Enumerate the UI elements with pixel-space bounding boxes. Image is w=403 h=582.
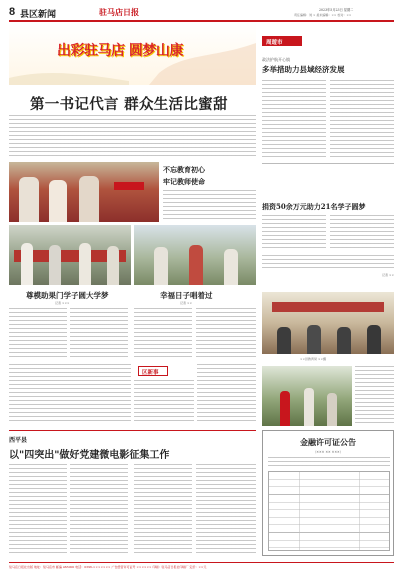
footer-text: 驻马店日报社出版 地址：驻马店市 邮编 463000 电话：0396-××××××× 广告经营许可证号 ×××××× 印刷：驻马店日报社印刷厂 定价：××元 bbox=[9, 565, 207, 569]
notice-title: 金融许可证公告 bbox=[300, 437, 356, 447]
body-col-4 bbox=[196, 308, 256, 360]
side-headline-1: 不忘教育初心 bbox=[163, 165, 205, 174]
right-headline-2: 捐资50余万元助力21名学子圆梦 bbox=[262, 202, 366, 211]
bottom-headline: 以"四突出"做好党建微电影征集工作 bbox=[9, 450, 170, 461]
notice-box bbox=[262, 430, 394, 556]
quote-caption bbox=[262, 255, 394, 285]
sub-byline-right: 记者 ×× bbox=[180, 301, 192, 305]
right-farm-text bbox=[355, 366, 394, 426]
right-section-tag bbox=[262, 36, 302, 46]
section-label-box bbox=[138, 366, 168, 376]
side-headline-2: 牢记教师使命 bbox=[163, 177, 205, 186]
page-number: 8 bbox=[9, 6, 16, 18]
bottom-col-4 bbox=[196, 464, 256, 556]
body-col-1 bbox=[9, 308, 67, 360]
header-rule bbox=[9, 20, 394, 22]
photo-right-farm bbox=[262, 366, 352, 426]
intro-text bbox=[9, 115, 256, 159]
feature-banner bbox=[9, 23, 256, 85]
sub-byline-left: 记者 ××× bbox=[55, 301, 70, 305]
right-text-2a bbox=[262, 215, 326, 251]
body-lower-mid bbox=[134, 380, 194, 424]
body-col-3 bbox=[134, 308, 192, 360]
right-kicker: 政法护航开心镇 bbox=[262, 57, 290, 62]
photo-students bbox=[9, 225, 131, 285]
section-title: 县区新闻 bbox=[20, 10, 57, 20]
body-lower-left bbox=[9, 364, 131, 424]
right-headline: 多举措助力县域经济发展 bbox=[262, 65, 345, 74]
footer-bar bbox=[9, 562, 394, 576]
bottom-col-1 bbox=[9, 464, 67, 556]
right-text-1b bbox=[330, 80, 394, 160]
sub-headline-left: 尊模助果门学子圆大学梦 bbox=[26, 291, 109, 300]
sub-headline-right: 幸福日子唱着过 bbox=[160, 291, 213, 300]
bottom-col-3 bbox=[134, 464, 192, 556]
page-header bbox=[9, 6, 394, 20]
body-lower-right bbox=[197, 364, 256, 424]
banner-title: 出彩驻马店 圆梦山康 bbox=[57, 43, 183, 59]
right-text-2b bbox=[330, 215, 394, 251]
date-line: 2023年5月23日 星期二 bbox=[319, 8, 354, 12]
notice-subtitle: （××× ×× ×××） bbox=[313, 450, 343, 454]
notice-table bbox=[268, 471, 390, 551]
editor-line: 责任编辑：刘 × 美术编辑：×× 校对：×× bbox=[294, 13, 352, 17]
photo-right-lecture bbox=[262, 292, 394, 354]
right-photo-caption: ××县教育局 ××摄 bbox=[300, 357, 327, 361]
main-headline: 第一书记代言 群众生活比蜜甜 bbox=[30, 96, 228, 113]
side-text bbox=[163, 190, 256, 220]
bottom-col-2 bbox=[70, 464, 128, 556]
quote-caption-credit: 记者 ×× bbox=[382, 273, 394, 277]
bottom-divider bbox=[9, 430, 256, 431]
right-text-1a bbox=[262, 80, 326, 160]
photo-ceremony bbox=[9, 162, 159, 222]
section-label: 区新事 bbox=[142, 370, 159, 376]
right-section-label: 周遊市 bbox=[266, 39, 283, 46]
body-col-2 bbox=[70, 308, 128, 360]
right-divider bbox=[262, 163, 394, 164]
paper-name: 驻马店日报 bbox=[99, 7, 139, 17]
photo-outdoor bbox=[134, 225, 256, 285]
bottom-section-tag: 西平县 bbox=[9, 437, 28, 444]
